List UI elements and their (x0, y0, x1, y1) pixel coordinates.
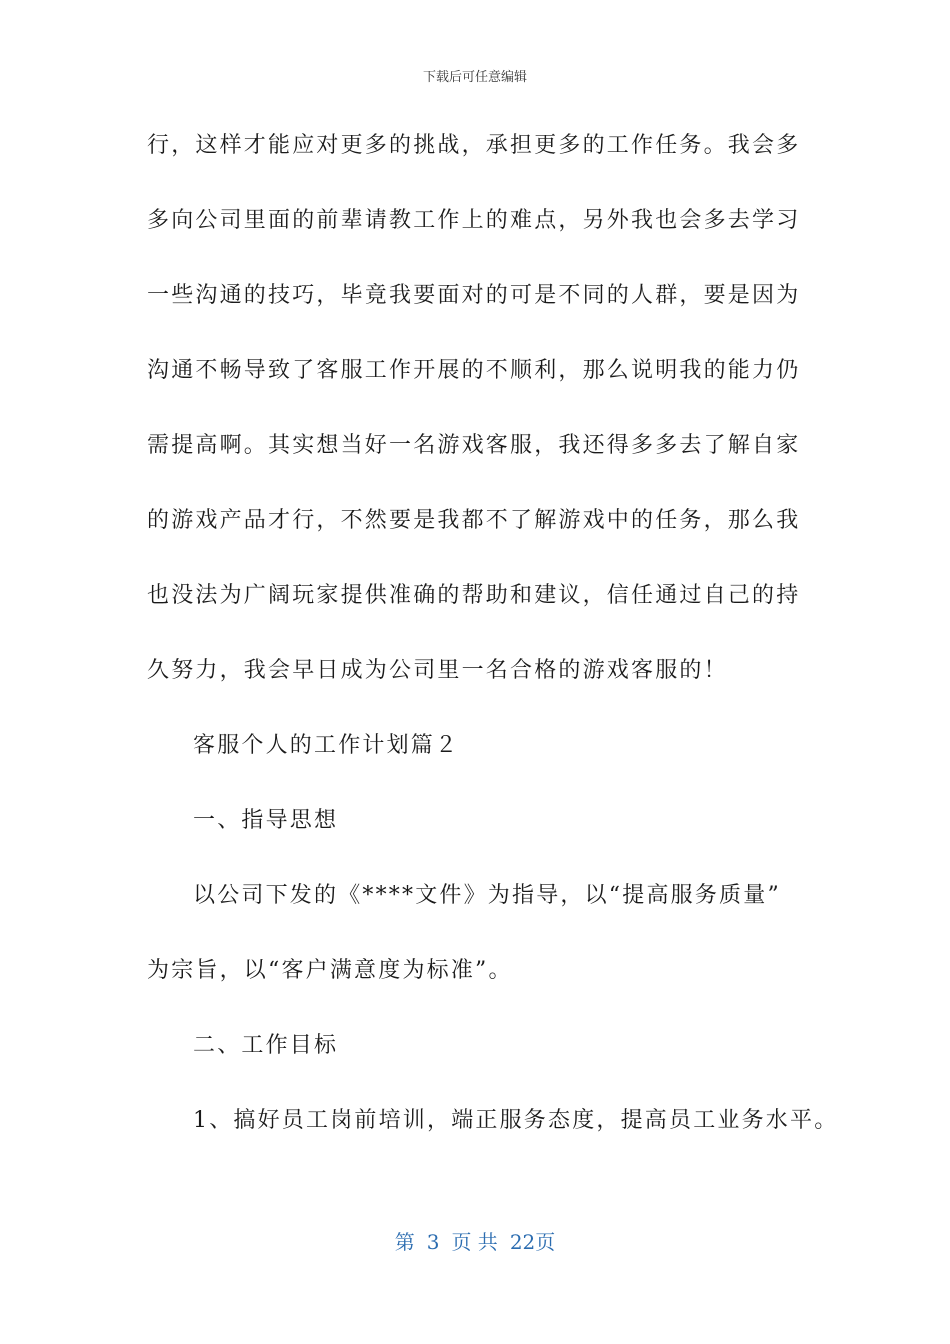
heading-work-goals: 二、工作目标 (193, 1033, 339, 1058)
footer-prefix: 第 (394, 1230, 415, 1254)
body-line: 的游戏产品才行，不然要是我都不了解游戏中的任务，那么我 (147, 508, 801, 533)
body-line: 沟通不畅导致了客服工作开展的不顺利，那么说明我的能力仍 (147, 358, 801, 383)
total-pages-number: 22 (509, 1230, 536, 1254)
footer-middle: 页 共 (451, 1230, 498, 1254)
guideline-line: 为宗旨，以“客户满意度为标准”。 (147, 958, 513, 983)
body-line: 需提高啊。其实想当好一名游戏客服，我还得多多去了解自家 (147, 433, 801, 458)
body-line: 久努力，我会早日成为公司里一名合格的游戏客服的！ (147, 658, 728, 683)
guideline-line: 以公司下发的《****文件》为指导，以“提高服务质量” (193, 883, 781, 908)
body-line: 也没法为广阔玩家提供准确的帮助和建议，信任通过自己的持 (147, 583, 801, 608)
body-line: 一些沟通的技巧，毕竟我要面对的可是不同的人群，要是因为 (147, 283, 801, 308)
footer-suffix: 页 (535, 1230, 556, 1254)
goal-item: 1、搞好员工岗前培训，端正服务态度，提高员工业务水平。 (193, 1108, 839, 1133)
current-page-number: 3 (426, 1230, 440, 1254)
body-line: 多向公司里面的前辈请教工作上的难点，另外我也会多去学习 (147, 208, 801, 233)
heading-guiding-principle: 一、指导思想 (193, 808, 339, 833)
body-line: 行，这样才能应对更多的挑战，承担更多的工作任务。我会多 (147, 133, 801, 158)
document-body (147, 128, 839, 1178)
page-number-footer (0, 1226, 950, 1255)
page-header: 下载后可任意编辑 (422, 70, 527, 85)
section-title: 客服个人的工作计划篇２ (193, 733, 460, 758)
